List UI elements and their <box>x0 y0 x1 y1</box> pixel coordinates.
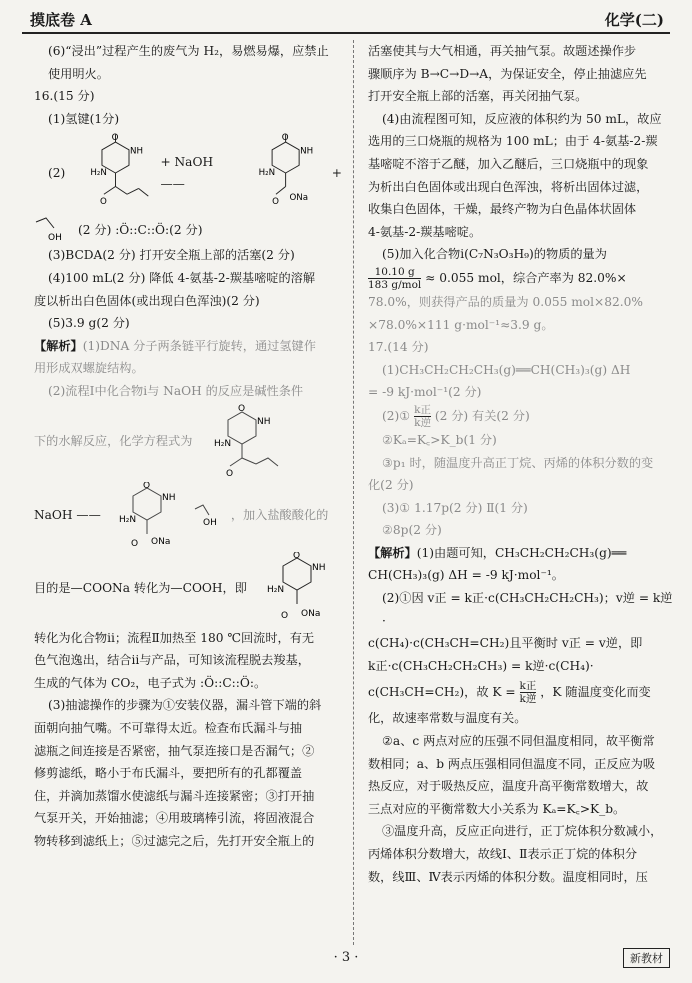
text-line: 为析出白色固体或出现白色浑浊，将析出固体过滤， <box>368 179 649 194</box>
text-line: 收集白色固体，干燥，最终产物为白色晶体状固体 <box>368 202 637 217</box>
svg-text:H₂N: H₂N <box>118 514 136 525</box>
svg-text:H₂N: H₂N <box>266 584 285 595</box>
molecule-sodium-salt-structure-3 <box>255 552 335 626</box>
molecule-ethanol-structure <box>34 216 70 244</box>
analysis-text: (2)流程Ⅰ中化合物ⅰ与 NaOH 的反应是碱性条件 <box>48 383 304 398</box>
analysis-text: 滤瓶之间连接是否紧密，抽气泵连接口是否漏气；② <box>34 743 315 758</box>
left-column <box>34 40 342 852</box>
svg-text:O: O <box>238 403 246 414</box>
naoh-arrow: NaOH —— <box>34 508 101 523</box>
answer-line: ②Kₐ=K꜀>K_b(1 分) <box>382 432 497 447</box>
page-header <box>22 6 670 34</box>
analysis-text: 数相同；a、b 两点压强相同但温度不同，正反应为吸 <box>368 756 656 771</box>
analysis-text: 数，线Ⅲ、Ⅳ表示丙烯的体积分数。温度相同时，压 <box>368 869 648 884</box>
analysis-text: (3)抽滤操作的步骤为①安装仪器，漏斗管下端的斜 <box>48 698 322 713</box>
analysis-text: (1)DNA 分子两条链平行旋转，通过氢键作 <box>82 338 316 353</box>
text-line: 使用明火。 <box>48 66 109 81</box>
svg-text:H₂N: H₂N <box>214 438 232 449</box>
svg-text:NH: NH <box>299 147 313 158</box>
analysis-text: 三点对应的平衡常数大小关系为 Kₐ=K꜀>K_b。 <box>368 801 626 816</box>
svg-text:ONa: ONa <box>289 193 308 204</box>
analysis-text: 下的水解反应，化学方程式为 <box>34 434 193 449</box>
text-line: 选用的三口烧瓶的规格为 100 mL；由于 4-氨基-2-羰 <box>368 134 658 149</box>
svg-text:O: O <box>280 610 289 621</box>
analysis-text: CH(CH₃)₃(g) ΔH = -9 kJ·mol⁻¹。 <box>368 568 564 583</box>
equation-plus-naoh: + NaOH —— <box>160 154 214 192</box>
answer-2-tail: (2 分) :Ö::C::Ö:(2 分) <box>78 223 203 238</box>
text-line: 活塞使其与大气相通，再关抽气泵。故题述操作步 <box>368 44 637 58</box>
analysis-text: 面朝向抽气嘴。不可靠得太近。检查布氏漏斗与抽 <box>34 720 303 735</box>
svg-text:O: O <box>111 133 119 144</box>
rate-constant-fraction: $\frac{\text{k正}}{\text{k逆}}$ <box>414 403 431 429</box>
analysis-text: 色气泡逸出，结合ⅱ与产品，可知该流程脱去羧基， <box>34 653 310 668</box>
molecule-ester-structure-2 <box>200 404 280 480</box>
analysis-text: ③温度升高，反应正向进行，正丁烷体积分数减小， <box>382 824 663 839</box>
analysis-tag: 【解析】 <box>368 545 417 560</box>
text-line: 打开安全瓶上部的活塞，再关闭抽气泵。 <box>368 89 588 104</box>
svg-text:NH: NH <box>311 562 326 573</box>
svg-text:OH: OH <box>48 233 62 244</box>
text-line: (4)由流程图可知，反应液的体积约为 50 mL，故应 <box>382 111 662 126</box>
answer-line: ②8p(2 分) <box>382 523 442 538</box>
svg-text:O: O <box>130 538 138 549</box>
answer-1: (1)氢键(1分) <box>48 111 120 126</box>
right-column <box>368 40 676 888</box>
text-line: (6)“浸出”过程产生的废气为 H₂，易燃易爆，应禁止 <box>48 44 329 58</box>
analysis-text: ②a、c 两点对应的压强不同但温度相同，故平衡常 <box>382 734 655 749</box>
text-line: (5)加入化合物ⅰ(C₇N₃O₃H₉)的物质的量为 <box>382 247 607 262</box>
column-divider <box>353 40 354 945</box>
analysis-text-with-fraction: c(CH₃CH=CH₂)，故 K = $\frac{\text{k正}}{\text{k逆}}$ ，K 随温度变化而变 <box>368 680 651 706</box>
svg-text:H₂N: H₂N <box>258 168 275 179</box>
svg-text:H₂N: H₂N <box>90 168 108 179</box>
svg-text:O: O <box>292 551 301 561</box>
analysis-tag: 【解析】 <box>34 338 83 353</box>
text-line: 4-氨基-2-羰基嘧啶。 <box>368 224 482 239</box>
text-line: 基嘧啶不溶于乙醚，加入乙醚后，三口烧瓶中的现象 <box>368 156 649 171</box>
hydrolysis-row <box>34 403 342 481</box>
analysis-text: k正·c(CH₃CH₂CH₂CH₃) = k逆·c(CH₄)· <box>368 658 594 673</box>
text-line: 骤顺序为 B→C→D→A，为保证安全，停止抽滤应先 <box>368 66 647 81</box>
answer-2-label: (2) <box>48 166 66 181</box>
edition-badge: 新教材 <box>623 948 670 968</box>
svg-text:O: O <box>271 197 279 208</box>
header-left-title: 摸底卷 A <box>30 11 92 29</box>
molecule-sodium-salt-structure <box>247 131 324 215</box>
equilibrium-fraction: $\frac{\text{k正}}{\text{k逆}}$ <box>519 680 537 706</box>
ethanol-row <box>34 216 342 244</box>
analysis-text: ，加入盐酸酸化的 <box>230 508 329 523</box>
text-line: ×78.0%×111 g·mol⁻¹≈3.9 g。 <box>368 317 554 332</box>
answer-4-cont: 度以析出白色固体(或出现白色浑浊)(2 分) <box>34 293 260 308</box>
analysis-text: 目的是—COONa 转化为—COOH，即 <box>34 581 247 596</box>
analysis-text: 修剪滤纸，略小于布氏漏斗，要把所有的孔都覆盖 <box>34 766 303 781</box>
answer-line: (1)CH₃CH₂CH₂CH₃(g)══CH(CH₃)₃(g) ΔH <box>382 362 631 377</box>
svg-text:O: O <box>226 468 234 479</box>
svg-text:O: O <box>281 133 289 144</box>
question-16-heading: 16.(15 分) <box>34 89 95 104</box>
molecule-sodium-salt-structure-2 <box>109 482 185 550</box>
hydrolysis-row-2 <box>34 481 342 551</box>
analysis-text: 用形成双螺旋结构。 <box>34 361 144 376</box>
analysis-text: 气泵开关，开始抽滤；④用玻璃棒引流，将固液混合 <box>34 811 315 826</box>
text-line: 78.0%，则获得产品的质量为 0.055 mol×82.0% <box>368 294 643 309</box>
answer-line: (3)① 1.17p(2 分) Ⅱ(1 分) <box>382 500 528 515</box>
question-17-heading: 17.(14 分) <box>368 340 429 355</box>
answer-line: 化(2 分) <box>368 478 414 493</box>
answer-3: (3)BCDA(2 分) 打开安全瓶上部的活塞(2 分) <box>48 248 295 263</box>
analysis-text: 物转移到滤纸上；⑤过滤完之后，先打开安全瓶上的 <box>34 833 315 848</box>
answer-line: = -9 kJ·mol⁻¹(2 分) <box>368 385 482 400</box>
molecule-ester-structure <box>73 131 152 215</box>
answer-line: (2)① $\frac{\text{k正}}{\text{k逆}}$ (2 分) 有关(2 分) <box>382 403 530 429</box>
fraction-line <box>368 266 676 291</box>
mass-fraction: $\frac{10.10 g}{\text{183 g/mol}}$ <box>368 265 422 291</box>
molecule-ethanol-structure-2 <box>193 503 223 529</box>
answer-5: (5)3.9 g(2 分) <box>48 316 130 331</box>
analysis-text: 化，故速率常数与温度有关。 <box>368 711 527 726</box>
answer-4: (4)100 mL(2 分) 降低 4-氨基-2-羰基嘧啶的溶解 <box>48 270 316 285</box>
analysis-text: 住，并滴加蒸馏水使滤纸与漏斗连接紧密；③打开抽 <box>34 788 315 803</box>
svg-text:OH: OH <box>202 517 217 528</box>
svg-text:ONa: ONa <box>300 608 321 619</box>
header-right-title: 化学(二) <box>604 11 664 29</box>
svg-text:O: O <box>142 481 150 491</box>
analysis-text: c(CH₄)·c(CH₃CH=CH₂)且平衡时 v正 = v逆，即 <box>368 636 643 651</box>
analysis-text: 转化为化合物ⅱ；流程Ⅱ加热至 180 ℃回流时，有无 <box>34 630 315 645</box>
equation-plus: + <box>331 166 342 181</box>
conversion-row <box>34 551 342 627</box>
analysis-text: (2)①因 v正 = k正·c(CH₃CH₂CH₂CH₃)；v逆 = k逆· <box>382 591 673 628</box>
analysis-text: (1)由题可知，CH₃CH₂CH₂CH₃(g)══ <box>416 545 627 560</box>
analysis-text: 热反应，对于吸热反应，温度升高平衡常数增大，故 <box>368 779 649 794</box>
analysis-text: 丙烯体积分数增大，故线Ⅰ、Ⅱ表示正丁烷的体积分 <box>368 847 638 861</box>
svg-text:NH: NH <box>257 416 271 427</box>
answer-line: ③p₁ 时，随温度升高正丁烷、丙烯的体积分数的变 <box>382 455 654 470</box>
svg-text:ONa: ONa <box>150 536 171 547</box>
svg-text:NH: NH <box>130 147 144 158</box>
svg-text:O: O <box>100 197 108 208</box>
text-line: ≈ 0.055 mol，综合产率为 82.0%× <box>425 270 627 285</box>
analysis-text: 生成的气体为 CO₂，电子式为 :Ö::C::Ö:。 <box>34 675 267 690</box>
svg-text:NH: NH <box>161 492 176 503</box>
equation-row <box>34 130 342 216</box>
page-number: · 3 · <box>333 950 359 965</box>
